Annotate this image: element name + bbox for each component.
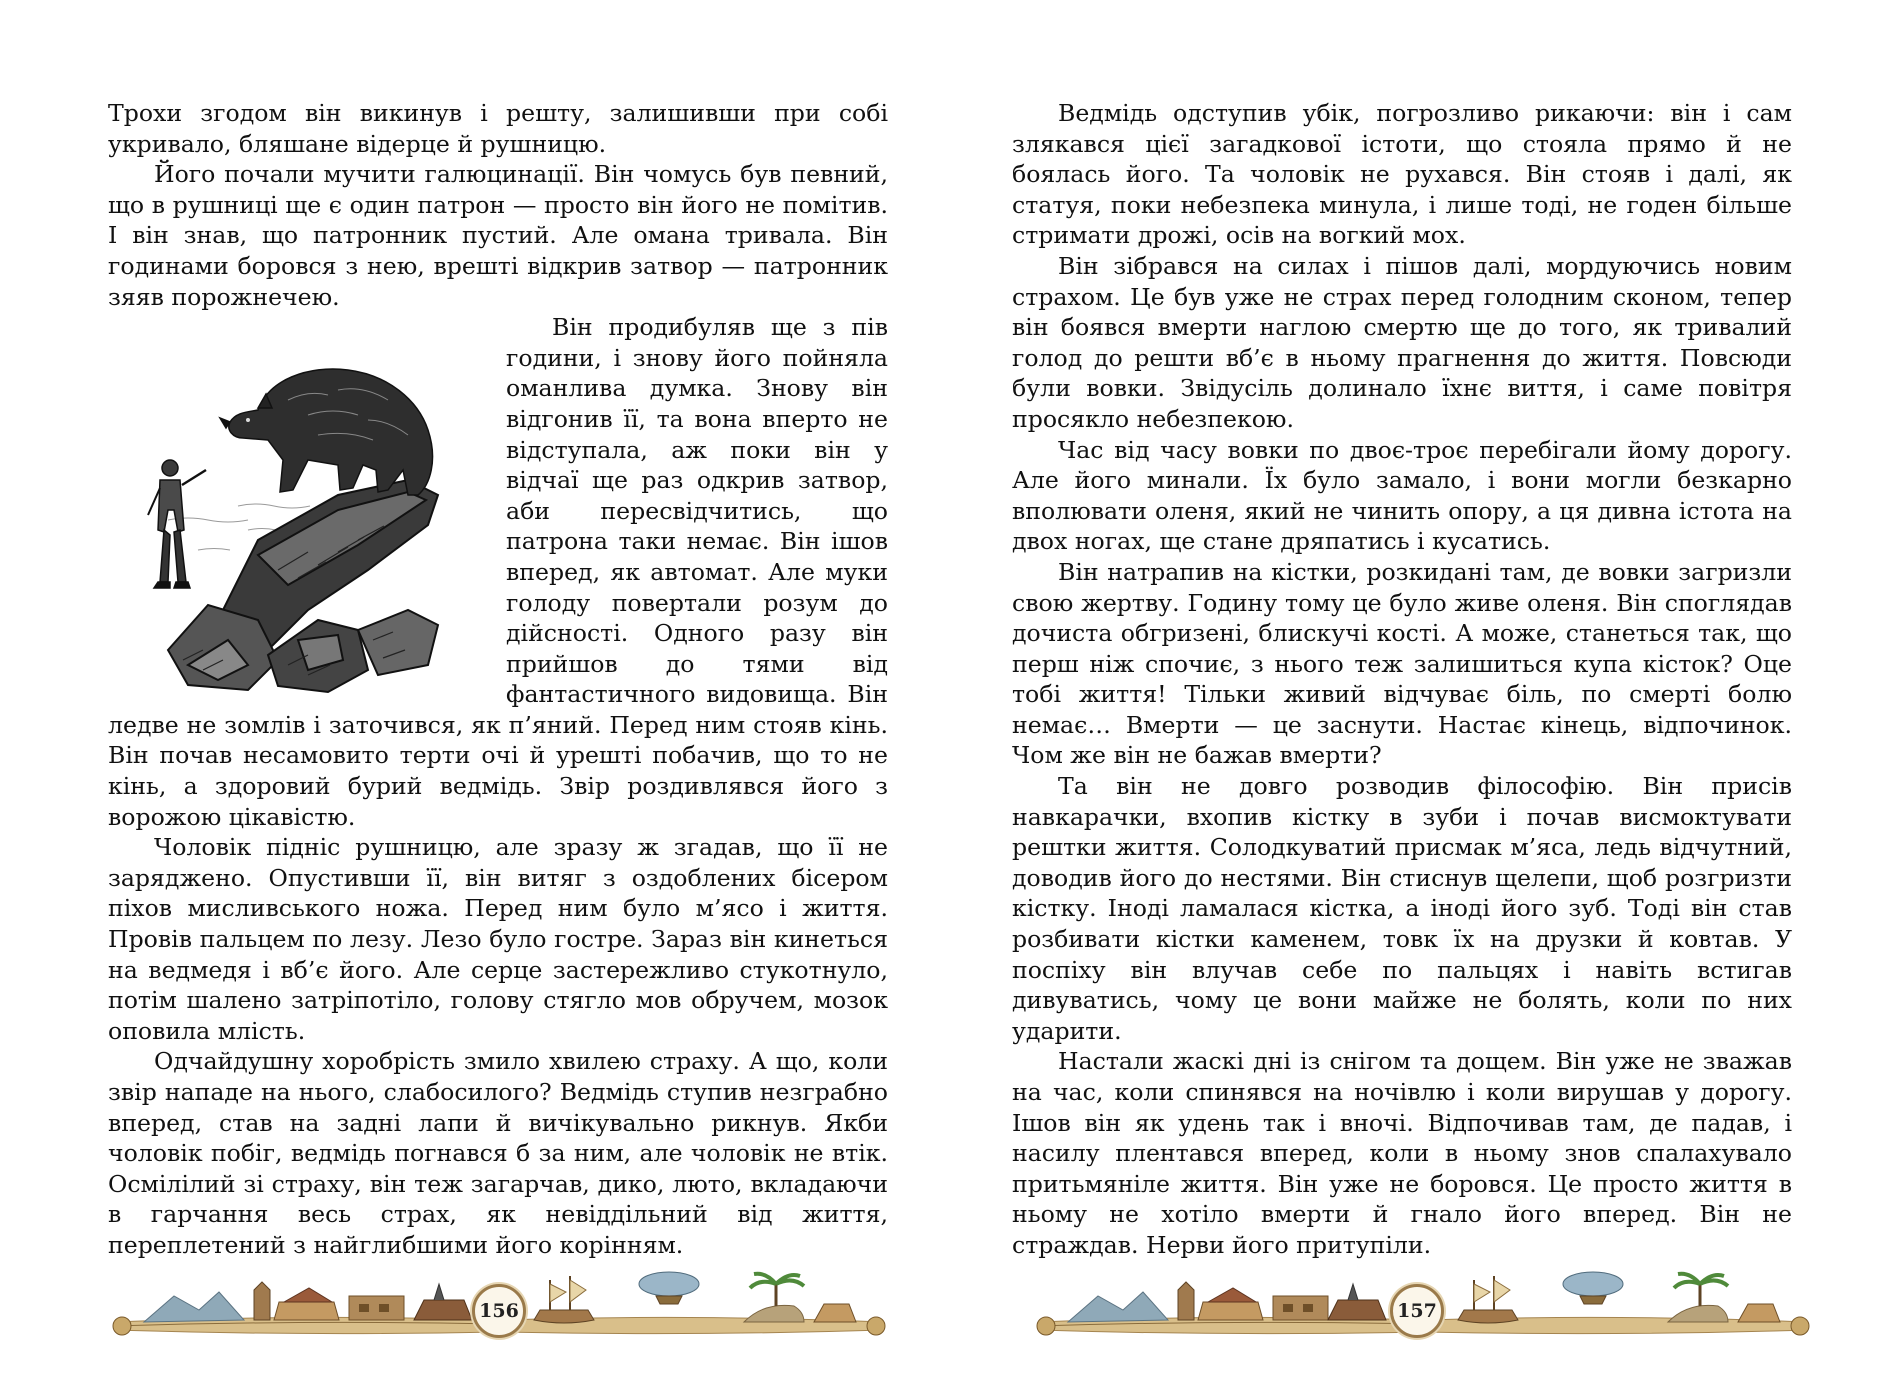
paragraph: Він натрапив на кістки, розкидані там, де вовки загризли свою жертву. Годину тому це було живе оленя. Він споглядав дочиста обгризені, блискучі кості. А може, станеться так, що перш ніж спочиє, з нього теж залишиться купа кісток? Оце тобі життя! Тільки живий відчуває біль, по смерті болю немає… Вмерти — це заснути. Настає кінець, відпочинок. Чом же він не бажав вмерти?: [1012, 557, 1792, 770]
right-page: [952, 0, 1904, 1400]
paragraph: Настали жаскі дні із снігом та дощем. Він уже не зважав на час, коли спинявся на ночівлю і коли вирушав у дорогу. Ішов він як удень так і вночі. Відпочивав там, де падав, і насилу плентався вперед, коли в ньому знов спалахувало притьмяніле життя. Він уже не боровся. Це просто життя в ньому не хотіло вмерти й гнало його вперед. Він не страждав. Нерви його притупіли.: [1012, 1047, 1792, 1259]
paragraph: Та він не довго розводив філософію. Він присів навкарачки, вхопив кістку в зуби і почав висмоктувати рештки життя. Солодкуватий присмак м’яса, ледь відчутний, доводив його до нестями. Він стиснув щелепи, щоб розгризти кістку. Іноді ламалася кістка, а іноді його зуб. Тоді він став розбивати кістки каменем, товк їх на друзки й ковтав. У поспіху він влучав себе по пальцях і навіть встигав дивуватись, чому це вони майже не болять, коли по них ударити.: [1012, 772, 1792, 1045]
right-page-text: [1012, 98, 1792, 1261]
bear-and-man-illustration: [108, 320, 488, 700]
paragraph: Ведмідь одступив убік, погрозливо рикаючи: він і сам злякався цієї загадкової істоти, що стояла прямо й не боялась його. Та чоловік не рухався. Він стояв і далі, як статуя, поки небезпека минула, і лише тоді, не годен більше стримати дрожі, осів на вогкий мох.: [1012, 99, 1792, 250]
page-number: 156: [472, 1284, 526, 1338]
paragraph: Його почали мучити галюцинації. Він чомусь був певний, що в рушниці ще є один патрон — просто він його не помітив. І він знав, що патронник пустий. Але омана тривала. Він годинами боровся з нею, врешті відкрив затвор — патронник зяяв порожнечею.: [108, 160, 888, 311]
paragraph: Чоловік підніс рушницю, але зразу ж згадав, що її не заряджено. Опустивши її, він витяг з оздоблених бісером піхов мисливського ножа. Перед ним було м’ясо і життя. Провів пальцем по лезу. Лезо було гостре. Зараз він кинеться на ведмедя і вб’є його. Але серце застережливо стукотнуло, потім шалено затріпотіло, голову стягло мов обручем, мозок оповила млість.: [108, 833, 888, 1045]
page-number: 157: [1390, 1284, 1444, 1338]
paragraph: Він зібрався на силах і пішов далі, мордуючись новим страхом. Це був уже не страх перед голодним сконом, тепер він боявся вмерти наглою смертю ще до того, як тривалий голод до решти вб’є в ньому прагнення до життя. Повсюди були вовки. Звідусіль долинало їхнє виття, і саме повітря просякло небезпекою.: [1012, 251, 1792, 433]
paragraph: Він продибуляв ще з пів години, і знову його пойняла оманлива думка. Знову він відгонив її, та вона вперто не відступала, аж поки він у відчаї ще раз одкрив затвор, аби пересвідчитись, що патрона таки немає. Він ішов вперед, як автомат. Але муки голоду повертали розум до дійсності. Одного разу він прийшов до тями від фантастичного видовища. Він ледве не зомлів і заточився, як п’яний. Перед ним стояв кінь. Він почав несамовито терти очі й урешті побачив, що то не кінь, а здоровий бурий ведмідь. Звір роздивлявся його з ворожою цікавістю.: [108, 313, 888, 831]
left-page-text: [108, 98, 888, 1261]
paragraph: Час від часу вовки по двоє-троє перебігали йому дорогу. Але його минали. Їх було замало, і вони могли безкарно вполювати оленя, який не чинить опору, а ця дивна істота на двох ногах, ще стане дряпатись і кусатись.: [1012, 435, 1792, 556]
paragraph: Трохи згодом він викинув і решту, залишивши при собі укривало, бляшане відерце й рушницю.: [108, 99, 888, 158]
paragraph: Одчайдушну хоробрість змило хвилею страху. А що, коли звір нападе на нього, слабосилого? Ведмідь ступив незграбно вперед, став на задні лапи й вичікувально рикнув. Якби чоловік побіг, ведмідь погнався б за ним, але чоловік не втік. Осмілілий зі страху, він теж загарчав, дико, люто, вкладаючи в гарчання весь страх, як невіддільний від життя, переплетений з найглибшими його корінням.: [108, 1047, 888, 1259]
